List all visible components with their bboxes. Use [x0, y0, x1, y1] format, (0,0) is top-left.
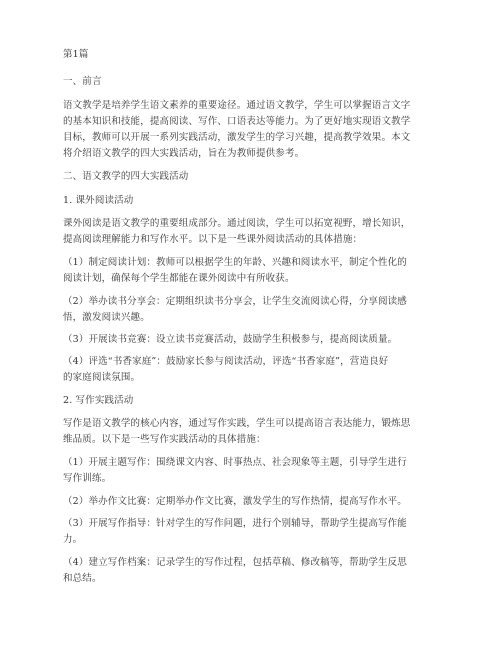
text-line: 和总结。 — [63, 573, 102, 584]
subheading-reading: 1. 课外阅读活动 — [63, 195, 134, 206]
text-line: （2）举办作文比赛：定期举办作文比赛，激发学生的写作热情，提高写作水平。 — [63, 496, 407, 507]
section-heading-activities: 二、语文教学的四大实践活动 — [63, 171, 189, 182]
text-line: （3）开展写作指导：针对学生的写作问题，进行个别辅导，帮助学生提高写作能 — [63, 518, 407, 529]
text-line: 力。 — [63, 534, 83, 545]
text-line: 提高阅读理解能力和写作水平。以下是一些课外阅读活动的具体措施： — [63, 234, 363, 245]
text-line: （3）开展读书竞赛：设立读书竞赛活动，鼓励学生积极参与，提高阅读质量。 — [63, 334, 398, 345]
text-line: 写作训练。 — [63, 473, 112, 484]
text-line: （1）开展主题写作：围绕课文内容、时事热点、社会现象等主题，引导学生进行 — [63, 457, 407, 468]
section-heading-preface: 一、前言 — [63, 76, 102, 87]
text-line: （4）评选“书香家庭”：鼓励家长参与阅读活动，评选“书香家庭”，营造良好 — [63, 356, 389, 367]
text-line: 的基本知识和技能，提高阅读、写作、口语表达等能力。为了更好地实现语文教学 — [63, 116, 411, 127]
text-line: （1）制定阅读计划：教师可以根据学生的年龄、兴趣和阅读水平，制定个性化的 — [63, 257, 407, 268]
text-line: 写作是语文教学的核心内容，通过写作实践，学生可以提高语言表达能力，锻炼思 — [63, 418, 411, 429]
text-line: 阅读计划，确保每个学生都能在课外阅读中有所收获。 — [63, 273, 295, 284]
page-label: 第1篇 — [63, 49, 89, 60]
text-line: 的家庭阅读氛围。 — [63, 372, 141, 383]
text-line: （2）举办读书分享会：定期组织读书分享会，让学生交流阅读心得，分享阅读感 — [63, 296, 407, 307]
text-line: 悟，激发阅读兴趣。 — [63, 312, 150, 323]
text-line: 维品质。以下是一些写作实践活动的具体措施： — [63, 434, 266, 445]
text-line: 将介绍语文教学的四大实践活动，旨在为教师提供参考。 — [63, 148, 305, 159]
text-line: 语文教学是培养学生语文素养的重要途径。通过语文教学，学生可以掌握语言文字 — [63, 100, 411, 111]
text-line: （4）建立写作档案：记录学生的写作过程，包括草稿、修改稿等，帮助学生反思 — [63, 557, 407, 568]
text-line: 课外阅读是语文教学的重要组成部分。通过阅读，学生可以拓宽视野，增长知识， — [63, 218, 411, 229]
subheading-writing: 2. 写作实践活动 — [63, 395, 134, 406]
text-line: 目标，教师可以开展一系列实践活动，激发学生的学习兴趣，提高教学效果。本文 — [63, 132, 411, 143]
